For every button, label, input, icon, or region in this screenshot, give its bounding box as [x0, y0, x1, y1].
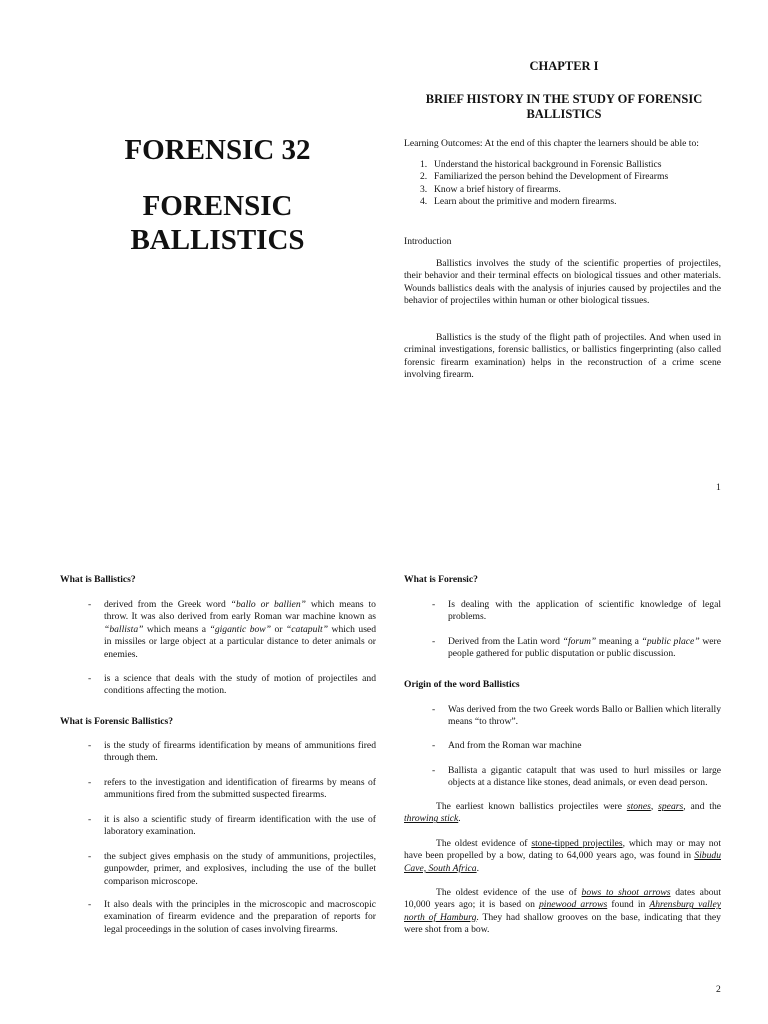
- text-span: Derived from the Latin word: [448, 636, 563, 647]
- list-item: [432, 740, 721, 752]
- text-span: .: [476, 862, 479, 874]
- bullet-dash: -: [88, 899, 92, 910]
- bullet-dash: -: [432, 740, 436, 751]
- bullet-dash: -: [88, 851, 92, 862]
- text-span: Was derived from the two Greek words Ballo or Ballien which literally means “to throw”.: [448, 704, 721, 728]
- course-code: FORENSIC 32: [124, 134, 311, 166]
- list-item: [88, 673, 376, 698]
- paragraph-bows-arrows: [404, 887, 721, 937]
- introduction-paragraph-1: Ballistics involves the study of the scientific properties of projectiles, their behavior and their terminal effects on biological tissues and other materials. Wounds ballistics deals with the analysis of injuries caused by projectiles and the behavior of projectiles within human or other biological tissues.: [404, 258, 721, 307]
- underlined-term: Ahrensburg valley north of Hamburg: [404, 899, 721, 923]
- list-number: 1.: [420, 159, 428, 170]
- course-title-block: [95, 133, 340, 257]
- text-span: which means a: [143, 623, 210, 635]
- list-item: [404, 184, 724, 196]
- bullet-dash: -: [88, 740, 92, 751]
- text-span: is a science that deals with the study of motion of projectiles and conditions affecting the motion.: [104, 673, 376, 697]
- heading-what-is-forensic-ballistics: What is Forensic Ballistics?: [60, 716, 174, 727]
- introduction-paragraph-2: Ballistics is the study of the flight path of projectiles. And when used in criminal investigations, forensic ballistics, or ballistics fingerprinting (also called forensic firearm examination) helps in the reconstruction of a crime scene involving firearm.: [404, 332, 721, 381]
- underlined-term: stone-tipped projectiles: [531, 838, 623, 849]
- italic-term: “forum”: [562, 636, 597, 647]
- list-item: [88, 851, 376, 888]
- text-span: The oldest evidence of: [436, 838, 532, 849]
- text-span: Is dealing with the application of scientific knowledge of legal problems.: [448, 599, 721, 623]
- italic-term: “catapult”: [285, 623, 329, 635]
- italic-term: “gigantic bow”: [209, 623, 272, 635]
- bullet-dash: -: [88, 777, 92, 788]
- learning-outcomes-intro: Learning Outcomes: At the end of this chapter the learners should be able to:: [404, 138, 699, 149]
- list-item: [88, 814, 376, 839]
- paragraph-stone-tipped: [404, 838, 721, 875]
- list-item: [88, 740, 376, 765]
- bullet-dash: -: [432, 765, 436, 776]
- list-item: [432, 599, 721, 624]
- introduction-heading: Introduction: [404, 236, 452, 247]
- chapter-label: CHAPTER I: [529, 59, 599, 73]
- list-number: 4.: [420, 196, 428, 208]
- text-span: which means to throw. It was also derived from early Roman war machine known as: [104, 599, 376, 623]
- list-item: [404, 171, 724, 183]
- paragraph-earliest-projectiles: [404, 801, 721, 826]
- list-item: [432, 765, 721, 790]
- text-span: is the study of firearms identification by means of ammunitions fired through them.: [104, 740, 376, 764]
- italic-term: “ballista”: [104, 623, 144, 635]
- text-span: The oldest evidence of the use of: [436, 887, 582, 898]
- page-number: 2: [716, 984, 721, 995]
- text-span: . They had shallow grooves on the base, indicating that they were shot from a bow.: [404, 911, 721, 936]
- course-name-line1: FORENSIC: [142, 190, 293, 222]
- text-span: derived from the Greek word: [104, 599, 231, 610]
- list-number: 2.: [420, 171, 428, 183]
- underlined-term: spears: [658, 801, 684, 812]
- text-span: ,: [650, 801, 659, 812]
- list-text: Familiarized the person behind the Development of Firearms: [434, 171, 669, 183]
- bullet-dash: -: [432, 636, 436, 647]
- chapter-title-line2: BALLISTICS: [526, 107, 602, 121]
- bullet-dash: -: [88, 599, 92, 610]
- text-span: dates about 10,000 years ago; it is based on: [404, 887, 721, 911]
- course-name-line2: BALLISTICS: [130, 224, 305, 256]
- heading-what-is-ballistics: What is Ballistics?: [60, 574, 136, 585]
- list-text: Understand the historical background in Forensic Ballistics: [434, 159, 662, 170]
- text-span: the subject gives emphasis on the study of ammunitions, projectiles, gunpowder, primer, and explosives, including the use of the bullet comparison microscope.: [104, 851, 376, 887]
- bullet-dash: -: [432, 599, 436, 610]
- text-span: .: [458, 813, 461, 825]
- list-item: [404, 196, 724, 208]
- text-span: were people gathered for public disputation or public discussion.: [448, 636, 721, 660]
- chapter-title: [404, 92, 724, 122]
- underlined-term: throwing stick: [404, 813, 459, 825]
- text-span: refers to the investigation and identification of firearms by means of ammunitions fired from the submitted suspected firearms.: [104, 777, 376, 801]
- chapter-title-line1: BRIEF HISTORY IN THE STUDY OF FORENSIC: [425, 92, 703, 106]
- heading-what-is-forensic: What is Forensic?: [404, 574, 478, 585]
- text-span: found in: [607, 899, 650, 911]
- list-number: 3.: [420, 183, 428, 195]
- italic-term: “public place”: [641, 636, 700, 647]
- page-number: 1: [716, 482, 721, 493]
- text-span: it is also a scientific study of firearm identification with the use of laboratory examination.: [104, 814, 376, 838]
- text-span: , and the: [683, 801, 721, 812]
- text-span: which used in missiles or large object at a particular distance to deter animals or enemies.: [104, 623, 376, 660]
- list-text: Learn about the primitive and modern firearms.: [434, 196, 617, 208]
- list-text: Know a brief history of firearms.: [434, 183, 561, 195]
- list-item: [432, 636, 721, 661]
- underlined-term: Sibudu Cave, South Africa: [404, 850, 721, 874]
- underlined-term: bows to shoot arrows: [581, 887, 671, 898]
- list-item: [404, 159, 724, 171]
- text-span: The earliest known ballistics projectiles were: [436, 801, 627, 812]
- bullet-dash: -: [432, 704, 436, 715]
- list-item: [432, 704, 721, 729]
- list-item: [88, 899, 376, 936]
- text-span: or: [271, 623, 286, 635]
- list-item: [88, 777, 376, 802]
- text-span: , which may or may not have been propelled by a bow, dating to 64,000 years ago, was found in: [404, 838, 721, 862]
- heading-origin-of-ballistics: Origin of the word Ballistics: [404, 679, 520, 690]
- text-span: Ballista a gigantic catapult that was used to hurl missiles or large objects at a distance like stones, dead animals, or even dead person.: [448, 765, 721, 789]
- bullet-dash: -: [88, 673, 92, 684]
- course-name: [95, 189, 340, 257]
- underlined-term: pinewood arrows: [539, 899, 608, 911]
- underlined-term: stones: [626, 801, 651, 812]
- text-span: It also deals with the principles in the microscopic and macroscopic examination of firearm evidence and the preparation of reports for legal proceedings in the solution of cases involving firearms.: [104, 899, 376, 935]
- learning-outcomes-list: [404, 159, 724, 209]
- italic-term: “ballo or ballien”: [230, 599, 306, 610]
- text-span: meaning a: [596, 636, 642, 647]
- bullet-dash: -: [88, 814, 92, 825]
- list-item: [88, 599, 376, 661]
- text-span: And from the Roman war machine: [448, 740, 582, 751]
